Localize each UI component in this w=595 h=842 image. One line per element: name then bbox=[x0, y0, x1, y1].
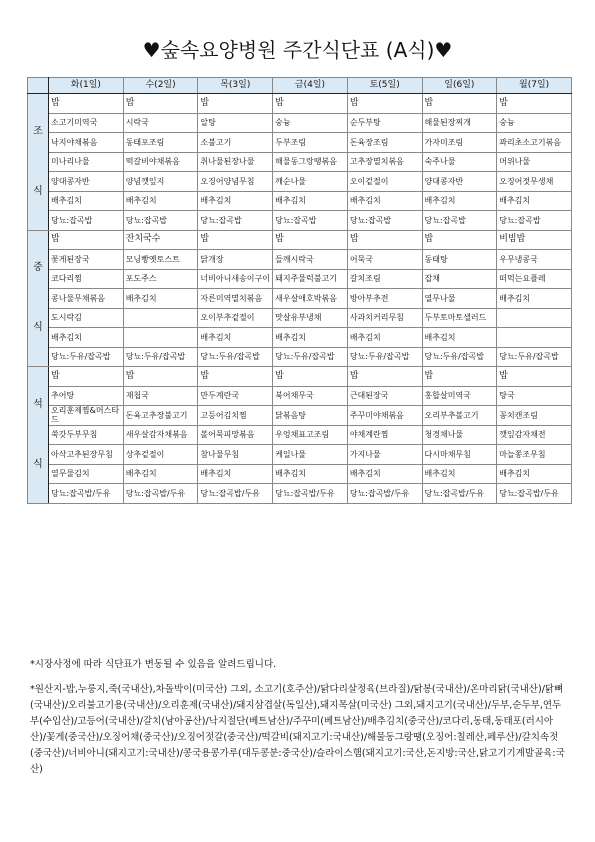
menu-cell: 당뇨:잡곡밥 bbox=[347, 211, 422, 231]
breakfast-row bbox=[28, 133, 572, 153]
menu-cell bbox=[497, 328, 572, 348]
dinner-row bbox=[28, 445, 572, 465]
menu-cell: 추어탕 bbox=[49, 386, 124, 406]
menu-cell: 콩나물무채볶음 bbox=[49, 289, 124, 309]
menu-cell: 포도주스 bbox=[123, 269, 198, 289]
menu-cell: 잔치국수 bbox=[123, 230, 198, 250]
menu-cell: 낙지야채볶음 bbox=[49, 133, 124, 153]
lunch-row bbox=[28, 269, 572, 289]
menu-cell: 밥 bbox=[347, 230, 422, 250]
lunch-row bbox=[28, 250, 572, 270]
lunch-row bbox=[28, 347, 572, 367]
menu-cell: 아삭고추된장무침 bbox=[49, 445, 124, 465]
menu-cell: 당뇨:두유/잡곡밥 bbox=[49, 347, 124, 367]
menu-cell: 돈육장조림 bbox=[347, 133, 422, 153]
menu-cell: 당뇨:잡곡밥 bbox=[49, 211, 124, 231]
menu-cell: 당뇨:두유/잡곡밥 bbox=[422, 347, 497, 367]
menu-cell: 해물동그랑땡볶음 bbox=[273, 152, 348, 172]
menu-cell: 당뇨:두유/잡곡밥 bbox=[123, 347, 198, 367]
menu-cell: 오징어젓무생채 bbox=[497, 172, 572, 192]
menu-cell: 배추김치 bbox=[347, 191, 422, 211]
menu-cell: 배추김치 bbox=[273, 191, 348, 211]
menu-cell: 미나리나물 bbox=[49, 152, 124, 172]
menu-cell: 당뇨:잡곡밥/두유 bbox=[347, 484, 422, 504]
day-header: 수(2일) bbox=[123, 78, 198, 94]
menu-cell: 배추김치 bbox=[198, 464, 273, 484]
menu-cell: 배추김치 bbox=[497, 289, 572, 309]
menu-cell: 사과치커리무침 bbox=[347, 308, 422, 328]
menu-cell: 탕국 bbox=[497, 386, 572, 406]
menu-cell: 코다리찜 bbox=[49, 269, 124, 289]
menu-cell: 두부조림 bbox=[273, 133, 348, 153]
menu-cell: 오리훈제찜&머스타드 bbox=[49, 406, 124, 426]
dinner-row bbox=[28, 386, 572, 406]
breakfast-label: 조 식 bbox=[28, 94, 49, 231]
page-title: ♥숲속요양병원 주간식단표 (A식)♥ bbox=[142, 38, 453, 62]
lunch-label: 중 식 bbox=[28, 230, 49, 367]
lunch-row bbox=[28, 289, 572, 309]
breakfast-row bbox=[28, 211, 572, 231]
menu-cell: 깻잎감자채전 bbox=[497, 425, 572, 445]
menu-cell: 잡채 bbox=[422, 269, 497, 289]
menu-cell: 돼지주물럭불고기 bbox=[273, 269, 348, 289]
menu-cell: 소고기미역국 bbox=[49, 113, 124, 133]
dinner-row bbox=[28, 367, 572, 387]
menu-cell: 당뇨:잡곡밥/두유 bbox=[273, 484, 348, 504]
menu-cell: 배추김치 bbox=[123, 191, 198, 211]
menu-cell: 가지나물 bbox=[347, 445, 422, 465]
menu-cell: 고추장멸치볶음 bbox=[347, 152, 422, 172]
menu-cell: 당뇨:잡곡밥/두유 bbox=[422, 484, 497, 504]
menu-cell: 당뇨:두유/잡곡밥 bbox=[497, 347, 572, 367]
menu-cell: 자른미역멸치볶음 bbox=[198, 289, 273, 309]
dinner-row bbox=[28, 484, 572, 504]
menu-cell: 당뇨:잡곡밥/두유 bbox=[497, 484, 572, 504]
menu-cell: 고등어김치찜 bbox=[198, 406, 273, 426]
menu-cell: 들깨시락국 bbox=[273, 250, 348, 270]
notes bbox=[30, 657, 565, 787]
weekly-menu-table bbox=[27, 77, 572, 504]
menu-cell: 당뇨:두유/잡곡밥 bbox=[347, 347, 422, 367]
menu-cell: 꽈리초소고기볶음 bbox=[497, 133, 572, 153]
menu-cell: 밥 bbox=[123, 367, 198, 387]
breakfast-row bbox=[28, 94, 572, 114]
menu-cell: 오리부추볼고기 bbox=[422, 406, 497, 426]
menu-cell: 맛살유부냉채 bbox=[273, 308, 348, 328]
menu-cell: 양대콩자반 bbox=[422, 172, 497, 192]
menu-cell: 양대콩자반 bbox=[49, 172, 124, 192]
menu-cell: 비빔밥 bbox=[497, 230, 572, 250]
lunch-row bbox=[28, 328, 572, 348]
change-notice: *시장사정에 따라 식단표가 변동될 수 있음을 알려드립니다. bbox=[30, 659, 277, 670]
menu-cell: 밥 bbox=[49, 367, 124, 387]
menu-cell: 밥 bbox=[273, 94, 348, 114]
menu-cell: 숭늉 bbox=[497, 113, 572, 133]
menu-cell: 도시락김 bbox=[49, 308, 124, 328]
menu-cell: 밥 bbox=[273, 230, 348, 250]
menu-cell: 쑥갓두부무침 bbox=[49, 425, 124, 445]
menu-cell: 배추김치 bbox=[49, 191, 124, 211]
menu-cell: 마늘쫑조무침 bbox=[497, 445, 572, 465]
day-header: 월(7일) bbox=[497, 78, 572, 94]
menu-cell: 당뇨:잡곡밥 bbox=[198, 211, 273, 231]
menu-cell: 어묵국 bbox=[347, 250, 422, 270]
menu-cell: 밥 bbox=[497, 94, 572, 114]
menu-cell: 돈육고추장불고기 bbox=[123, 406, 198, 426]
menu-cell: 우무냉콩국 bbox=[497, 250, 572, 270]
menu-cell: 재첩국 bbox=[123, 386, 198, 406]
dinner-label: 석 식 bbox=[28, 367, 49, 504]
menu-cell: 닭볶음탕 bbox=[273, 406, 348, 426]
menu-cell: 순두부탕 bbox=[347, 113, 422, 133]
menu-cell: 갈치조림 bbox=[347, 269, 422, 289]
menu-cell: 우엉채표고조림 bbox=[273, 425, 348, 445]
breakfast-row bbox=[28, 191, 572, 211]
menu-cell: 새우살애호박볶음 bbox=[273, 289, 348, 309]
menu-cell: 밥 bbox=[497, 367, 572, 387]
menu-cell: 밥 bbox=[273, 367, 348, 387]
menu-cell: 배추김치 bbox=[422, 191, 497, 211]
menu-cell: 취나물된장나물 bbox=[198, 152, 273, 172]
menu-cell: 야채계란찜 bbox=[347, 425, 422, 445]
menu-cell: 만두계란국 bbox=[198, 386, 273, 406]
menu-cell bbox=[123, 328, 198, 348]
menu-cell: 밥 bbox=[198, 94, 273, 114]
menu-cell: 배추김치 bbox=[347, 328, 422, 348]
menu-cell: 당뇨:잡곡밥 bbox=[273, 211, 348, 231]
day-header: 토(5일) bbox=[347, 78, 422, 94]
menu-cell: 밥 bbox=[123, 94, 198, 114]
menu-cell: 소불고기 bbox=[198, 133, 273, 153]
menu-cell: 오이부추겉절이 bbox=[198, 308, 273, 328]
menu-cell: 다시마채무침 bbox=[422, 445, 497, 465]
day-header: 화(1일) bbox=[49, 78, 124, 94]
menu-cell: 배추김치 bbox=[198, 191, 273, 211]
menu-cell: 청경채나물 bbox=[422, 425, 497, 445]
menu-cell: 배추김치 bbox=[123, 464, 198, 484]
menu-cell: 깨순나물 bbox=[273, 172, 348, 192]
menu-cell bbox=[123, 308, 198, 328]
menu-cell: 닭개장 bbox=[198, 250, 273, 270]
menu-cell: 열무물김치 bbox=[49, 464, 124, 484]
menu-cell: 밥 bbox=[49, 94, 124, 114]
dinner-row bbox=[28, 406, 572, 426]
menu-cell: 케일나물 bbox=[273, 445, 348, 465]
breakfast-row bbox=[28, 113, 572, 133]
menu-cell: 모닝빵옛토스트 bbox=[123, 250, 198, 270]
menu-cell: 배추김치 bbox=[49, 328, 124, 348]
menu-cell: 당뇨:잡곡밥 bbox=[497, 211, 572, 231]
day-header: 목(3일) bbox=[198, 78, 273, 94]
menu-cell: 주꾸미야채볶음 bbox=[347, 406, 422, 426]
dinner-row bbox=[28, 464, 572, 484]
menu-cell: 밥 bbox=[49, 230, 124, 250]
menu-cell: 당뇨:잡곡밥/두유 bbox=[49, 484, 124, 504]
menu-cell: 볼어묵피망볶음 bbox=[198, 425, 273, 445]
menu-cell: 꽃게된장국 bbox=[49, 250, 124, 270]
menu-cell: 홍합살미역국 bbox=[422, 386, 497, 406]
menu-cell: 밥 bbox=[422, 94, 497, 114]
menu-cell: 오이겉절이 bbox=[347, 172, 422, 192]
menu-cell: 배추김치 bbox=[273, 328, 348, 348]
menu-cell: 떠먹는요플레 bbox=[497, 269, 572, 289]
menu-cell: 밥 bbox=[347, 367, 422, 387]
menu-cell: 상추겉절이 bbox=[123, 445, 198, 465]
menu-cell: 양념깻잎지 bbox=[123, 172, 198, 192]
menu-cell bbox=[497, 308, 572, 328]
dinner-row bbox=[28, 425, 572, 445]
menu-cell: 두부토마토샐러드 bbox=[422, 308, 497, 328]
day-header: 금(4일) bbox=[273, 78, 348, 94]
menu-cell: 배추김치 bbox=[422, 328, 497, 348]
menu-cell: 숙주나물 bbox=[422, 152, 497, 172]
breakfast-row bbox=[28, 152, 572, 172]
menu-cell: 가자미조림 bbox=[422, 133, 497, 153]
origin-info: *원산지-밥,누룽지,죽(국내산),차돌박이(미국산) 그외, 소고기(호주산)/닭다리살정육(브라질)/닭봉(국내산)/온마리닭(국내산)/닭뼈(국내산)/오리불고기용(국내산)/오리훈제(국내산)/돼지삼겹살(독일산),돼지목살(미국산) 그외,돼지고기(국내산)/두부,순두부,연두부(수입산)/고등어(국내산)/갈치(남아공산)/낙지절단(베트남산)/주꾸미(베트남산)/배추김치(중국산)/코다리,동태,동태포(러시아산)/꽃게(중국산)/오징어채(중국산)/오징어젓갈(중국산)/떡갈비(돼지고기:국내산)/해물동그랑땡(오징어:칠레산,페루산)/갈치속젓(중국산)/너비아니(돼지고기:국내산)/콩국용콩가루(대두콩분:중국산)/슬라이스햄(돼지고기:국산,돈지방:국산,닭고기기계발골육:국산) bbox=[30, 684, 565, 775]
day-header-row bbox=[28, 78, 572, 94]
menu-cell: 꽁치캔조림 bbox=[497, 406, 572, 426]
menu-cell: 방아부추전 bbox=[347, 289, 422, 309]
menu-cell: 당뇨:잡곡밥 bbox=[422, 211, 497, 231]
menu-cell: 당뇨:잡곡밥/두유 bbox=[198, 484, 273, 504]
menu-cell: 알탕 bbox=[198, 113, 273, 133]
menu-cell: 당뇨:두유/잡곡밥 bbox=[198, 347, 273, 367]
menu-cell: 배추김치 bbox=[497, 191, 572, 211]
menu-cell: 너비아니새송이구이 bbox=[198, 269, 273, 289]
menu-cell: 동태탕 bbox=[422, 250, 497, 270]
menu-cell: 머위나물 bbox=[497, 152, 572, 172]
menu-cell: 떡갈비야채볶음 bbox=[123, 152, 198, 172]
menu-cell: 배추김치 bbox=[198, 328, 273, 348]
menu-cell: 열무나물 bbox=[422, 289, 497, 309]
lunch-row bbox=[28, 308, 572, 328]
menu-cell: 새우살감자채볶음 bbox=[123, 425, 198, 445]
menu-cell: 시락국 bbox=[123, 113, 198, 133]
menu-cell: 배추김치 bbox=[497, 464, 572, 484]
menu-cell: 참나물무침 bbox=[198, 445, 273, 465]
menu-cell: 밥 bbox=[422, 367, 497, 387]
header-corner bbox=[28, 78, 49, 94]
menu-cell: 밥 bbox=[422, 230, 497, 250]
menu-cell: 밥 bbox=[347, 94, 422, 114]
menu-cell: 배추김치 bbox=[422, 464, 497, 484]
menu-cell: 당뇨:잡곡밥 bbox=[123, 211, 198, 231]
menu-cell: 근대된장국 bbox=[347, 386, 422, 406]
menu-cell: 배추김치 bbox=[123, 289, 198, 309]
menu-cell: 오징어양념무침 bbox=[198, 172, 273, 192]
menu-cell: 배추김치 bbox=[273, 464, 348, 484]
menu-cell: 당뇨:두유/잡곡밥 bbox=[273, 347, 348, 367]
day-header: 일(6일) bbox=[422, 78, 497, 94]
menu-cell: 밥 bbox=[198, 367, 273, 387]
menu-cell: 북어채무국 bbox=[273, 386, 348, 406]
menu-cell: 배추김치 bbox=[347, 464, 422, 484]
breakfast-row bbox=[28, 172, 572, 192]
lunch-row bbox=[28, 230, 572, 250]
menu-cell: 숭늉 bbox=[273, 113, 348, 133]
menu-cell: 동태포조림 bbox=[123, 133, 198, 153]
menu-cell: 당뇨:잡곡밥/두유 bbox=[123, 484, 198, 504]
menu-cell: 해물된장찌개 bbox=[422, 113, 497, 133]
menu-cell: 밥 bbox=[198, 230, 273, 250]
